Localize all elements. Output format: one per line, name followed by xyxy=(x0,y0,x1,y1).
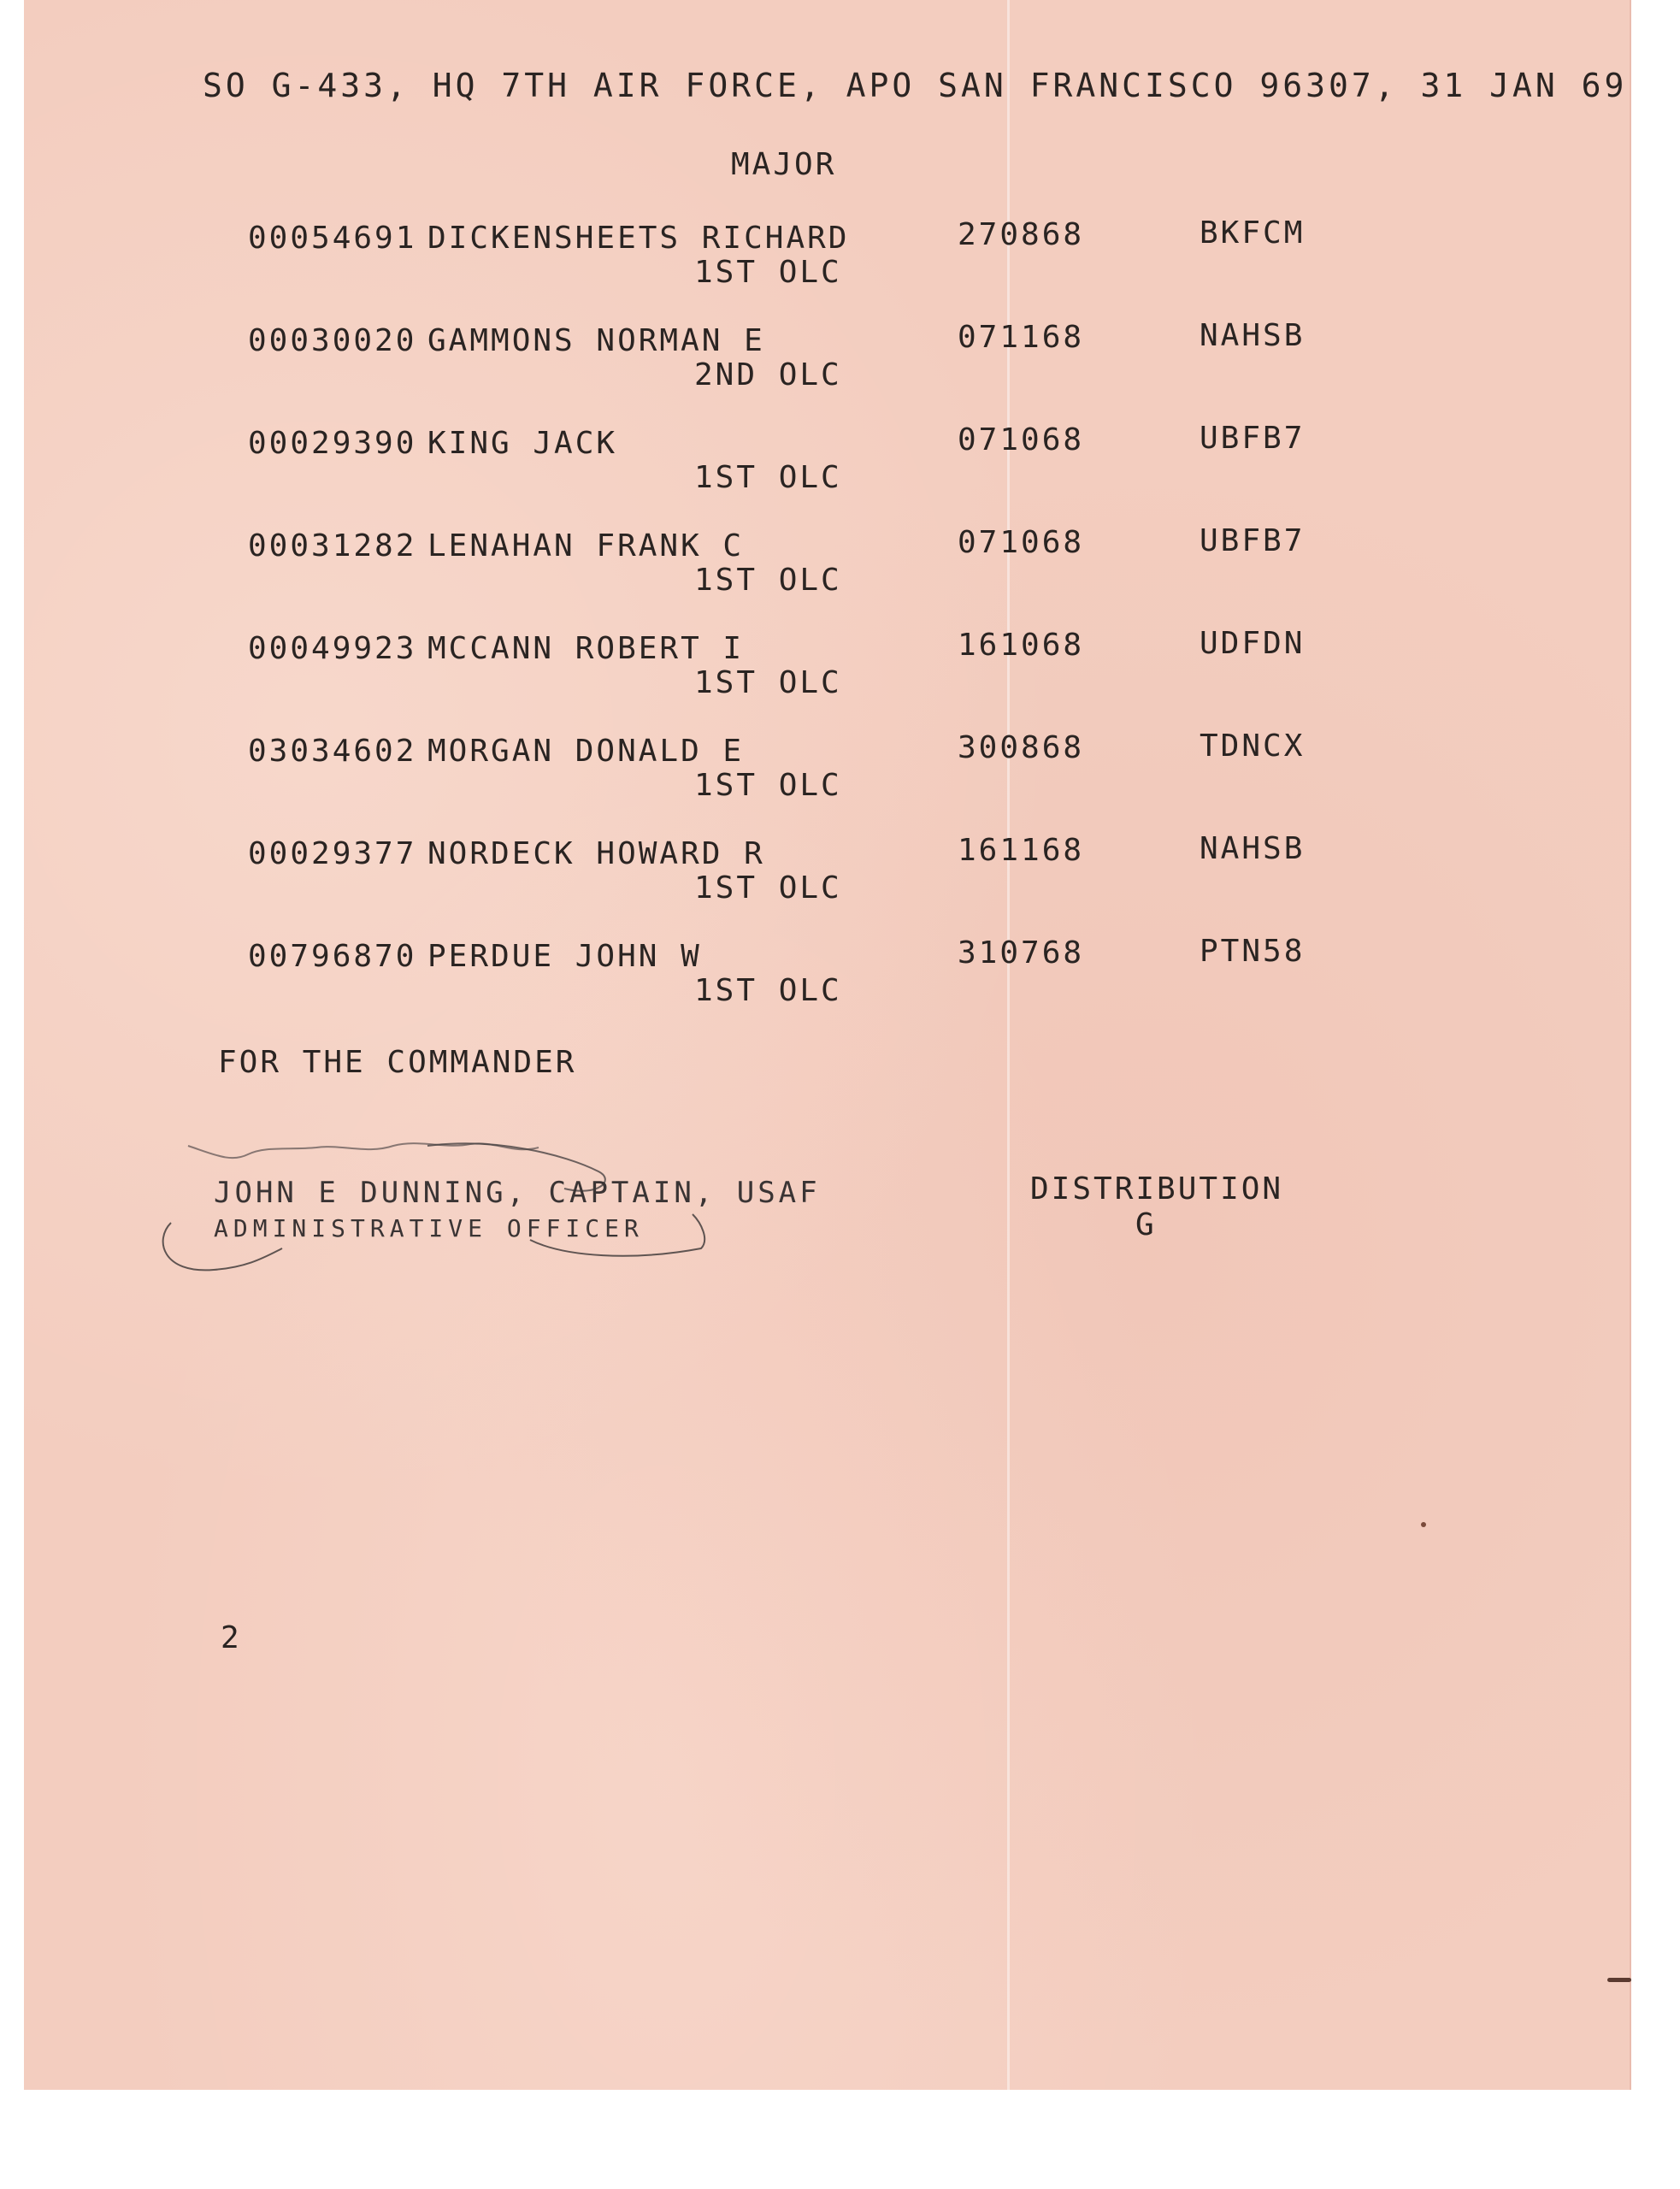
oak-leaf-cluster: 1ST OLC xyxy=(694,768,842,803)
oak-leaf-cluster: 1ST OLC xyxy=(694,973,842,1008)
member-name: KING JACK xyxy=(427,426,618,461)
closing-line: FOR THE COMMANDER xyxy=(218,1045,577,1080)
award-date: 071068 xyxy=(958,422,1085,457)
member-name: NORDECK HOWARD R xyxy=(427,836,765,871)
service-number: 03034602 xyxy=(248,734,417,769)
member-name: GAMMONS NORMAN E xyxy=(427,323,765,358)
signer-title: ADMINISTRATIVE OFFICER xyxy=(214,1214,644,1242)
award-date: 310768 xyxy=(958,935,1085,971)
service-number: 00030020 xyxy=(248,323,417,358)
service-number: 00796870 xyxy=(248,939,417,974)
paper-fold-line xyxy=(1007,0,1010,2090)
member-name: MORGAN DONALD E xyxy=(427,734,745,769)
paper-speck xyxy=(1421,1522,1426,1527)
unit-code: NAHSB xyxy=(1200,831,1306,866)
award-date: 071068 xyxy=(958,525,1085,560)
unit-code: BKFCM xyxy=(1200,215,1306,251)
member-name: MCCANN ROBERT I xyxy=(427,631,745,666)
unit-code: UBFB7 xyxy=(1200,523,1306,558)
unit-code: UDFDN xyxy=(1200,626,1306,661)
unit-code: TDNCX xyxy=(1200,729,1306,764)
member-name: DICKENSHEETS RICHARD xyxy=(427,221,850,256)
oak-leaf-cluster: 2ND OLC xyxy=(694,357,842,392)
member-name: LENAHAN FRANK C xyxy=(427,528,745,563)
page-number: 2 xyxy=(221,1620,242,1655)
service-number: 00029390 xyxy=(248,426,417,461)
oak-leaf-cluster: 1ST OLC xyxy=(694,255,842,290)
award-date: 300868 xyxy=(958,730,1085,765)
distribution-label: DISTRIBUTION xyxy=(1030,1171,1284,1207)
award-date: 161068 xyxy=(958,628,1085,663)
unit-code: UBFB7 xyxy=(1200,421,1306,456)
service-number: 00054691 xyxy=(248,221,417,256)
unit-code: NAHSB xyxy=(1200,318,1306,353)
grade-heading: MAJOR xyxy=(731,147,837,182)
paper-smudge xyxy=(1607,1978,1631,1982)
award-date: 161168 xyxy=(958,833,1085,868)
oak-leaf-cluster: 1ST OLC xyxy=(694,460,842,495)
signature-block xyxy=(154,1129,821,1283)
award-date: 071168 xyxy=(958,320,1085,355)
oak-leaf-cluster: 1ST OLC xyxy=(694,665,842,700)
service-number: 00031282 xyxy=(248,528,417,563)
member-name: PERDUE JOHN W xyxy=(427,939,702,974)
oak-leaf-cluster: 1ST OLC xyxy=(694,870,842,906)
award-date: 270868 xyxy=(958,217,1085,252)
oak-leaf-cluster: 1ST OLC xyxy=(694,563,842,598)
order-header: SO G-433, HQ 7TH AIR FORCE, APO SAN FRANCISCO 96307, 31 JAN 69 xyxy=(203,67,1628,104)
distribution-code: G xyxy=(1135,1207,1157,1242)
service-number: 00029377 xyxy=(248,836,417,871)
unit-code: PTN58 xyxy=(1200,934,1306,969)
service-number: 00049923 xyxy=(248,631,417,666)
signer-name: JOHN E DUNNING, CAPTAIN, USAF xyxy=(214,1176,821,1210)
